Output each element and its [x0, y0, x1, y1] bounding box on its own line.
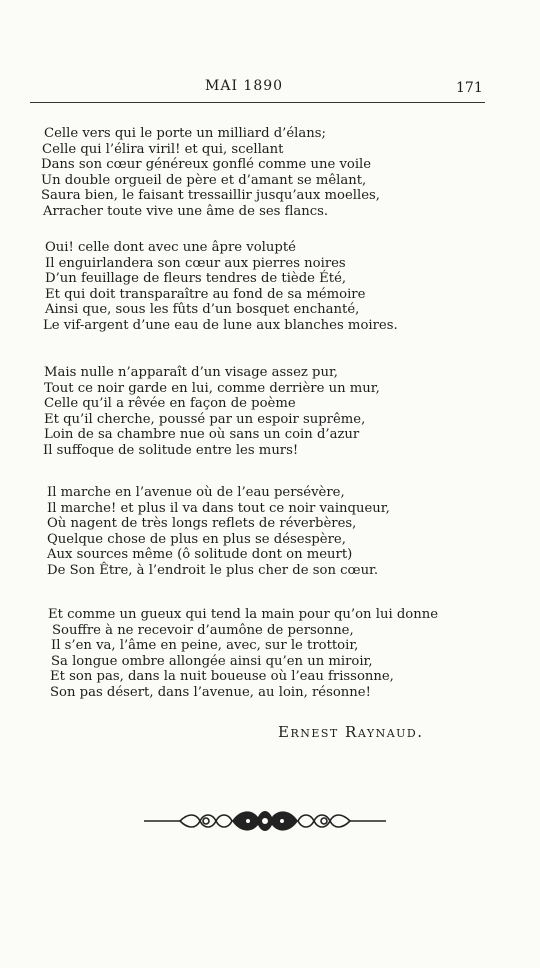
page-number: 171	[456, 80, 483, 96]
verse-line: Loin de sa chambre nue où sans un coin d’azur	[44, 427, 360, 443]
verse-line: Un double orgueil de père et d’amant se mêlant,	[41, 172, 367, 188]
running-header-title: MAI 1890	[205, 78, 284, 94]
verse-line: Il enguirlandera son cœur aux pierres noires	[45, 255, 346, 271]
ornament-icon	[140, 803, 390, 839]
verse-line: Celle qui l’élira viril! et qui, scellant	[42, 141, 284, 157]
verse-line: Celle qu’il a rêvée en façon de poème	[44, 396, 296, 412]
verse-line: Arracher toute vive une âme de ses flancs.	[43, 203, 329, 219]
verse-line: Et qui doit transparaître au fond de sa mémoire	[45, 286, 366, 302]
verse-line: Tout ce noir garde en lui, comme derrière un mur,	[44, 380, 380, 396]
verse-line: Souffre à ne recevoir d’aumône de personne,	[52, 622, 354, 638]
verse-line: Il s’en va, l’âme en peine, avec, sur le trottoir,	[51, 638, 359, 654]
verse-line: De Son Être, à l’endroit le plus cher de son cœur.	[47, 562, 379, 578]
verse-line: Aux sources même (ô solitude dont on meurt)	[47, 547, 353, 563]
verse-line: Mais nulle n’apparaît d’un visage assez pur,	[44, 365, 339, 380]
verse-line: Le vif-argent d’une eau de lune aux blanches moires.	[43, 317, 398, 333]
verse-line: Celle vers qui le porte un milliard d’élans;	[44, 126, 326, 141]
verse-line: Ainsi que, sous les fûts d’un bosquet enchanté,	[45, 302, 360, 318]
verse-line: Oui! celle dont avec une âpre volupté	[45, 240, 296, 255]
verse-line: Il suffoque de solitude entre les murs!	[43, 442, 299, 458]
stanza-5	[44, 607, 438, 701]
verse-line: Sa longue ombre allongée ainsi qu’en un miroir,	[51, 653, 373, 669]
stanza-1	[41, 126, 380, 220]
verse-line: Et qu’il cherche, poussé par un espoir suprême,	[44, 411, 366, 427]
verse-line: D’un feuillage de fleurs tendres de tiède Été,	[45, 271, 347, 287]
verse-line: Saura bien, le faisant tressaillir jusqu’aux moelles,	[41, 188, 380, 204]
verse-line: Où nagent de très longs reflets de réverbères,	[47, 516, 357, 532]
verse-line: Quelque chose de plus en plus se désespère,	[47, 531, 346, 547]
verse-line: Son pas désert, dans l’avenue, au loin, résonne!	[50, 684, 371, 700]
verse-line: Il marche! et plus il va dans tout ce noir vainqueur,	[47, 500, 390, 516]
stanza-3	[44, 365, 380, 459]
header-rule	[30, 102, 485, 103]
stanza-2	[44, 240, 398, 334]
stanza-4	[44, 485, 390, 579]
verse-line: Et comme un gueux qui tend la main pour qu’on lui donne	[48, 607, 439, 622]
author-signature: Ernest Raynaud.	[278, 723, 424, 741]
verse-line: Et son pas, dans la nuit boueuse où l’eau frissonne,	[50, 669, 394, 685]
verse-line: Dans son cœur généreux gonflé comme une voile	[41, 157, 372, 173]
verse-line: Il marche en l’avenue où de l’eau persévère,	[47, 485, 345, 500]
